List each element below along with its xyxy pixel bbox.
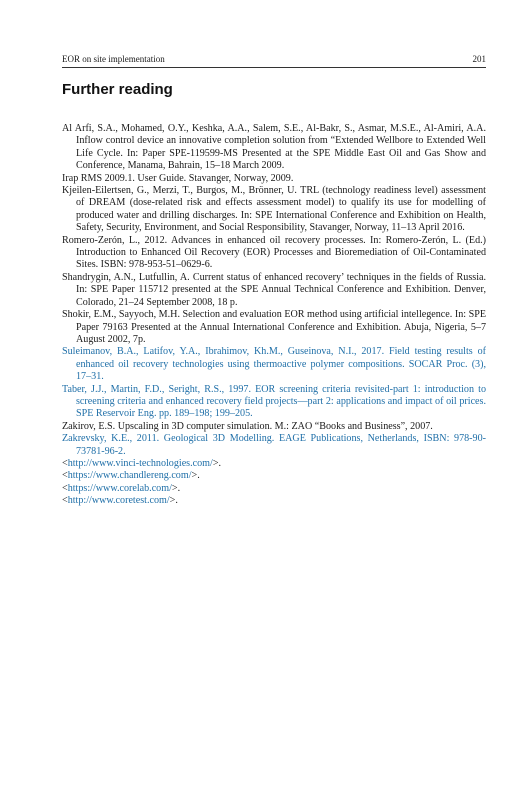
url-close-bracket: >. bbox=[171, 482, 181, 494]
reference-item: Kjeilen-Eilertsen, G., Merzi, T., Burgos, M., Brönner, U. TRL (technology readiness level) assessment of DREAM (dose-related risk and effects assessment model) to qualify its use for modelling of produced water and drilling discharges. In: SPE International Conference and Exhibition on Health, Safety, Security, Environment, and Social Responsibility, Stavanger, Norway, 11–13 April 2016. bbox=[62, 185, 486, 234]
url-reference bbox=[62, 483, 486, 495]
url-open-bracket: < bbox=[62, 457, 68, 469]
reference-item: Romero-Zerón, L., 2012. Advances in enhanced oil recovery processes. In: Romero-Zerón, L. (Ed.) Introduction to Enhanced Oil Recovery (EOR) Processes and Bioremediation of Oil-Contaminated Sites. ISBN: 978-953-51–0629-6. bbox=[62, 234, 486, 271]
url-close-bracket: >. bbox=[212, 457, 222, 469]
url-reference bbox=[62, 470, 486, 482]
url-open-bracket: < bbox=[62, 482, 68, 494]
url-link[interactable]: http://www.vinci-technologies.com/ bbox=[67, 457, 213, 469]
reference-item: Shandrygin, A.N., Lutfullin, A. Current status of enhanced recovery’ techniques in the fields of Russia. In: SPE Paper 115712 presented at the SPE Annual Technical Conference and Exhibition. Denver, Colorado, 21–24 September 2008, 18 p. bbox=[62, 271, 486, 308]
running-header bbox=[62, 52, 486, 66]
reference-item: Shokir, E.M., Sayyoch, M.H. Selection and evaluation EOR method using artificial intellegence. In: SPE Paper 79163 Presented at the Annual International Conference and Exhibition. Abuja, Nigeria, 5–7 August 2002, 7p. bbox=[62, 309, 486, 345]
url-link[interactable]: http://www.coretest.com/ bbox=[67, 495, 170, 507]
url-reference bbox=[62, 495, 486, 507]
reference-link[interactable]: Suleimanov, B.A., Latifov, Y.A., Ibrahimov, Kh.M., Guseinova, N.I., 2017. Field testing results of enhanced oil recovery technologies using thermoactive polymer compositions. SOCAR Proc. (3), 17–31. bbox=[62, 346, 486, 383]
running-title: EOR on site implementation bbox=[62, 54, 165, 64]
url-link[interactable]: https://www.corelab.com/ bbox=[67, 482, 172, 494]
header-rule bbox=[62, 67, 486, 68]
url-close-bracket: >. bbox=[169, 495, 178, 507]
url-reference bbox=[62, 458, 486, 470]
url-close-bracket: >. bbox=[191, 470, 200, 482]
section-title: Further reading bbox=[62, 81, 173, 98]
url-open-bracket: < bbox=[62, 495, 68, 507]
reference-link[interactable]: Zakrevsky, K.E., 2011. Geological 3D Modelling. EAGE Publications, Netherlands, ISBN: 978-90-73781-96-2. bbox=[62, 433, 486, 457]
reference-link[interactable]: Taber, J.J., Martin, F.D., Seright, R.S., 1997. EOR screening criteria revisited-part 1: introduction to screening criteria and enhanced recovery field projects—part 2: applications and impact of oil prices. SPE Reservoir Eng. pp. 189–198; 199–205. bbox=[62, 383, 486, 420]
reference-list bbox=[62, 123, 486, 508]
reference-item: Al Arfi, S.A., Mohamed, O.Y., Keshka, A.A., Salem, S.E., Al-Bakr, S., Asmar, M.S.E., Al-Amiri, A.A. Inflow control device an innovative completion solution from “Extended Wellbore to Extended Well Life Cycle. In: Paper SPE-119599-MS Presented at the SPE Middle East Oil and Gas Show and Conference, Manama, Bahrain, 15–18 March 2009. bbox=[62, 123, 486, 172]
url-link[interactable]: https://www.chandlereng.com/ bbox=[67, 470, 192, 482]
page-number: 201 bbox=[472, 54, 486, 64]
url-open-bracket: < bbox=[62, 470, 68, 482]
reference-item: Zakirov, E.S. Upscaling in 3D computer simulation. M.: ZAO “Books and Business”, 2007. bbox=[62, 420, 433, 432]
reference-item: Irap RMS 2009.1. User Guide. Stavanger, Norway, 2009. bbox=[62, 172, 294, 184]
